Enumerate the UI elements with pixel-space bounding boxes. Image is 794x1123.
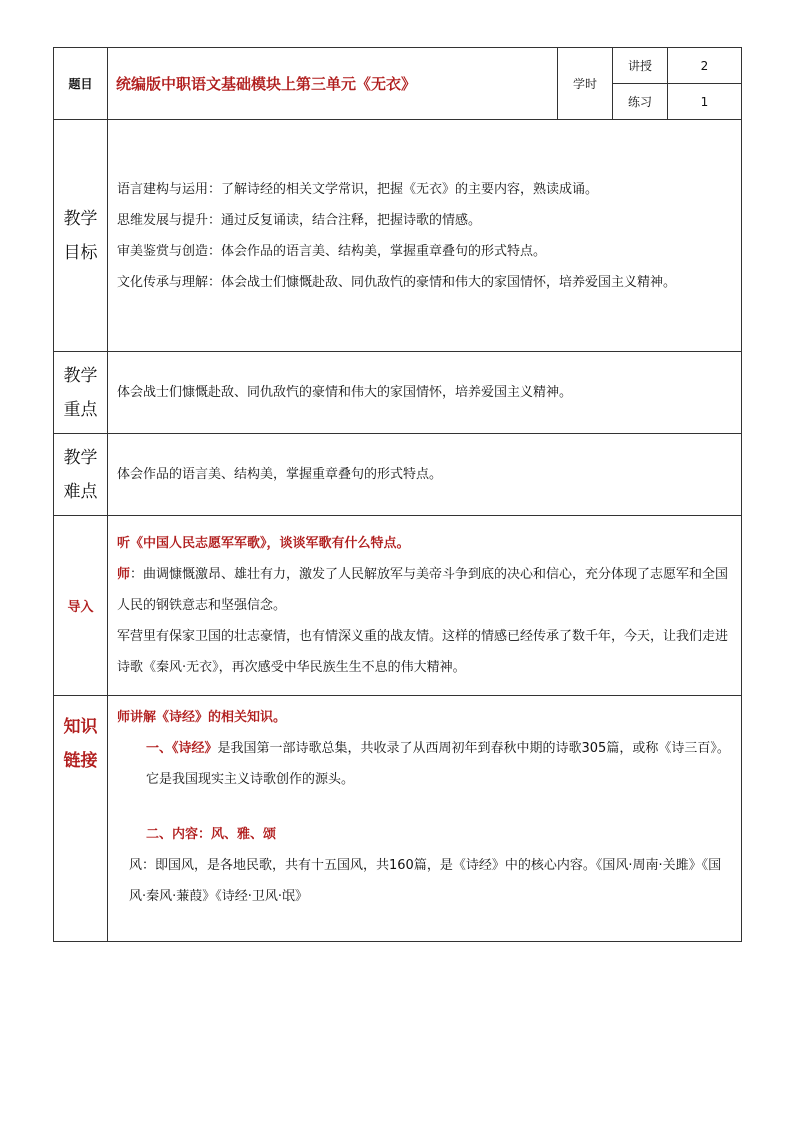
objective-item: 审美鉴赏与创造：体会作品的语言美、结构美，掌握重章叠句的形式特点。 <box>117 243 547 259</box>
knowledge-heading: 师讲解《诗经》的相关知识。 <box>117 710 287 725</box>
practice-value: 1 <box>668 84 742 120</box>
hours-label: 学时 <box>558 48 613 120</box>
objectives-content <box>108 120 742 352</box>
key-points-label: 教学 重点 <box>54 352 108 434</box>
item1-text: 是我国第一部诗歌总集，共收录了从西周初年到春秋中期的诗歌305篇，或称《诗三百》。它是我国现实主义诗歌创作的源头。 <box>146 741 730 787</box>
difficulties-text: 体会作品的语言美、结构美，掌握重章叠句的形式特点。 <box>108 434 742 516</box>
intro-content <box>108 516 742 696</box>
topic-label: 题目 <box>54 48 108 120</box>
key-points-text: 体会战士们慷慨赴敌、同仇敌忾的豪情和伟大的家国情怀，培养爱国主义精神。 <box>108 352 742 434</box>
teacher-text: ：曲调慷慨激昂、雄壮有力，激发了人民解放军与美帝斗争到底的决心和信心，充分体现了志愿军和全国人民的钢铁意志和坚强信念。 <box>117 567 729 613</box>
difficulties-label: 教学 难点 <box>54 434 108 516</box>
objective-item: 文化传承与理解：体会战士们慷慨赴敌、同仇敌忾的豪情和伟大的家国情怀，培养爱国主义精神。 <box>117 274 677 290</box>
lesson-plan-table <box>53 47 742 942</box>
teacher-label: 师 <box>117 567 131 582</box>
knowledge-content <box>108 696 742 942</box>
item1-label: 一、《诗经》 <box>146 741 218 756</box>
knowledge-label: 知识 链接 <box>54 696 108 942</box>
objective-item: 思维发展与提升：通过反复诵读，结合注释，把握诗歌的情感。 <box>117 212 482 228</box>
knowledge-item-1 <box>117 733 733 795</box>
knowledge-item-2-text: 风：即国风，是各地民歌，共有十五国风，共160篇，是《诗经》中的核心内容。《国风·周南·关雎》《国风·秦风·蒹葭》《诗经·卫风·氓》 <box>129 858 722 904</box>
intro-paragraph: 军营里有保家卫国的壮志豪情，也有情深义重的战友情。这样的情感已经传承了数千年，今天，让我们走进诗歌《秦风·无衣》，再次感受中华民族生生不息的伟大精神。 <box>117 629 729 675</box>
lesson-title: 统编版中职语文基础模块上第三单元《无衣》 <box>108 48 558 120</box>
intro-heading: 听《中国人民志愿军军歌》，谈谈军歌有什么特点。 <box>117 536 410 551</box>
lecture-label: 讲授 <box>613 48 668 84</box>
intro-label: 导入 <box>54 516 108 696</box>
objectives-label: 教学 目标 <box>54 120 108 352</box>
knowledge-item-2-heading: 二、内容：风、雅、颂 <box>146 827 277 842</box>
intro-teacher-paragraph <box>117 559 733 621</box>
lecture-value: 2 <box>668 48 742 84</box>
practice-label: 练习 <box>613 84 668 120</box>
objective-item: 语言建构与运用：了解诗经的相关文学常识，把握《无衣》的主要内容，熟读成诵。 <box>117 181 599 197</box>
